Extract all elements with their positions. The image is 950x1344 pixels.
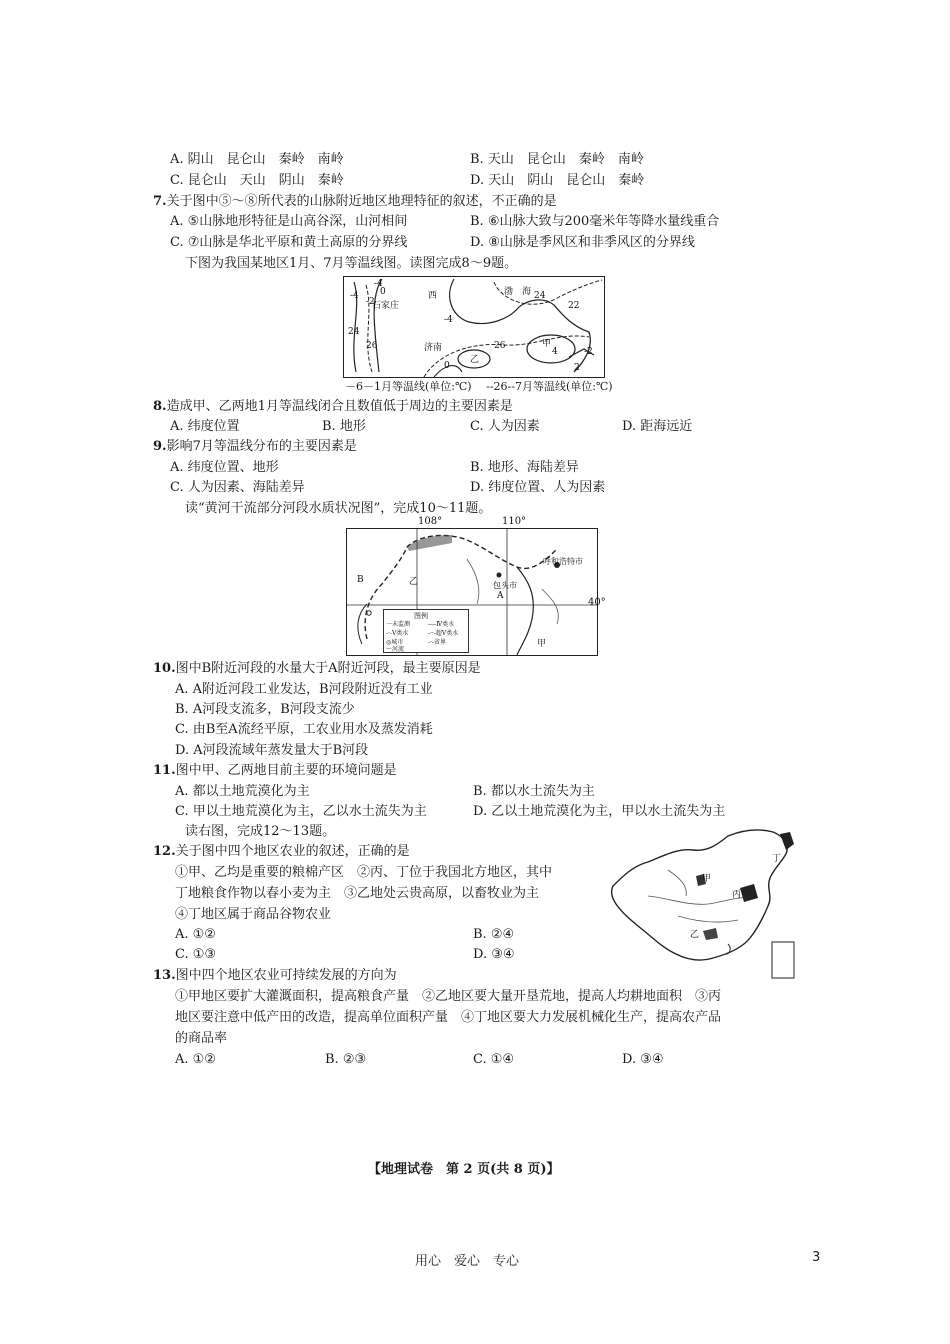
map1-label-12: 26: [366, 341, 378, 351]
q12-option-b: B. ②④: [473, 927, 515, 942]
q12-statement-2: 丁地粮食作物以春小麦为主 ③乙地处云贵高原，以畜牧业为主: [175, 886, 540, 901]
map1-label-10: 22: [568, 301, 580, 311]
map2-label-jia: 甲: [537, 639, 547, 649]
intro-10-11: 读“黄河干流部分河段水质状况图”，完成10～11题。: [185, 501, 492, 516]
isotherm-map: [343, 276, 605, 378]
q13-option-d: D. ③④: [622, 1052, 664, 1067]
q6-option-a: A. 阴山 昆仑山 秦岭 南岭: [170, 152, 344, 167]
map2-lon-110: 110°: [502, 516, 527, 527]
q11-option-a: A. 都以土地荒漠化为主: [175, 784, 310, 799]
map1-label-6: 西: [428, 291, 438, 301]
q12-option-c: C. ①③: [175, 947, 217, 962]
map1-label-2: -4: [350, 291, 359, 301]
map2-legend-item: ----Ⅳ类水: [428, 621, 455, 628]
q7-stem: 7.关于图中⑤～⑧所代表的山脉附近地区地理特征的叙述，不正确的是: [153, 194, 557, 209]
q8-option-d: D. 距海远近: [622, 419, 693, 434]
map2-legend-item: ～河流: [386, 646, 405, 653]
q13-statement-1: ①甲地区要扩大灌溉面积，提高粮食产量 ②乙地区要大量开垦荒地，提高人均耕地面积 ③丙: [175, 989, 722, 1004]
map1-label-19: -4: [444, 315, 453, 325]
map1-label-hai: 海: [522, 287, 532, 297]
map1-label-3: -2: [366, 297, 375, 307]
map1-label-15: 26: [494, 341, 506, 351]
map2-label-b: B: [357, 575, 364, 585]
china-map-label-ding: 丁: [772, 854, 782, 864]
q12-option-d: D. ③④: [473, 947, 515, 962]
q9-option-b: B. 地形、海陆差异: [470, 460, 579, 475]
map1-label-17: 4: [552, 347, 558, 357]
map2-legend: [383, 609, 469, 653]
q9-option-c: C. 人为因素、海陆差异: [170, 480, 305, 495]
china-map-outline: [608, 826, 803, 982]
map1-label-city-jinan: 济南: [424, 343, 443, 353]
q8-stem: 8.造成甲、乙两地1月等温线闭合且数值低于周边的主要因素是: [153, 399, 513, 414]
q7-option-d: D. ⑧山脉是季风区和非季风区的分界线: [470, 235, 695, 250]
q8-option-b: B. 地形: [322, 419, 366, 434]
map1-label-1: -4: [374, 279, 383, 289]
q9-stem: 9.影响7月等温线分布的主要因素是: [153, 439, 357, 454]
map1-label-4: 0: [380, 287, 386, 297]
q11-stem: 11.图中甲、乙两地目前主要的环境问题是: [153, 763, 397, 778]
q9-option-a: A. 纬度位置、地形: [170, 460, 279, 475]
map2-label-a: A: [497, 591, 504, 601]
map2-label-baotou: 包头市: [493, 581, 517, 590]
q8-option-a: A. 纬度位置: [170, 419, 240, 434]
q8-option-c: C. 人为因素: [470, 419, 540, 434]
map2-lon-108: 108°: [418, 516, 443, 527]
q10-option-b: B. A河段支流多，B河段支流少: [175, 702, 355, 717]
q12-statement-3: ④丁地区属于商品谷物农业: [175, 907, 332, 922]
intro-12-13: 读右图，完成12～13题。: [185, 824, 336, 839]
map2-legend-title: 图例: [414, 612, 428, 620]
q6-option-b: B. 天山 昆仑山 秦岭 南岭: [470, 152, 644, 167]
map1-label-18: -2: [584, 347, 593, 357]
q7-option-b: B. ⑥山脉大致与200毫米年等降水量线重合: [470, 214, 720, 229]
map1-label-jia: 甲: [542, 339, 552, 349]
china-map-label-yi: 乙: [690, 930, 700, 940]
q11-option-d: D. 乙以土地荒漠化为主，甲以水土流失为主: [473, 804, 726, 819]
china-map: [608, 826, 803, 982]
map2-lat-40: 40°: [588, 597, 606, 608]
q12-option-a: A. ①②: [175, 927, 216, 942]
intro-8-9: 下图为我国某地区1月、7月等温线图。读图完成8～9题。: [185, 256, 518, 271]
q7-option-c: C. ⑦山脉是华北平原和黄土高原的分界线: [170, 235, 408, 250]
map1-label-bo: 渤: [504, 287, 514, 297]
q13-stem: 13.图中四个地区农业可持续发展的方向为: [153, 968, 397, 983]
map2-legend-item: ◎城市: [386, 639, 404, 646]
map2-legend-item: -·-Ⅴ类水: [386, 630, 409, 637]
map2-legend-item: -··-超Ⅴ类水: [428, 630, 459, 637]
bottom-slogan: 用心 爱心 专心: [415, 1254, 520, 1269]
isotherm-map-legend: －6－1月等温线(单位:℃) --26--7月等温线(单位:℃): [345, 380, 613, 393]
china-map-label-jia: 甲: [702, 874, 712, 884]
map2-label-huhehaote: 呼和浩特市: [543, 557, 583, 566]
q11-option-b: B. 都以水土流失为主: [473, 784, 595, 799]
map1-label-city-shijiazhuang: 石家庄: [372, 301, 400, 311]
map2-legend-item: 一未监测: [386, 621, 411, 628]
q12-stem: 12.关于图中四个地区农业的叙述，正确的是: [153, 844, 410, 859]
q10-stem: 10.图中B附近河段的水量大于A附近河段，最主要原因是: [153, 661, 481, 676]
q6-option-d: D. 天山 阴山 昆仑山 秦岭: [470, 173, 645, 188]
yellow-river-map: [346, 528, 598, 656]
q10-option-c: C. 由B至A流经平原，工农业用水及蒸发消耗: [175, 722, 433, 737]
map2-label-yi: 乙: [409, 577, 419, 587]
q11-option-c: C. 甲以土地荒漠化为主，乙以水土流失为主: [175, 804, 427, 819]
q12-statement-1: ①甲、乙均是重要的粮棉产区 ②丙、丁位于我国北方地区，其中: [175, 865, 553, 880]
map1-label-yi: 乙: [470, 355, 480, 365]
q13-statement-2: 地区要注意中低产田的改造，提高单位面积产量 ④丁地区要大力发展机械化生产，提高农产品: [175, 1010, 722, 1025]
page-number: 3: [812, 1250, 821, 1265]
q7-option-a: A. ⑤山脉地形特征是山高谷深，山河相间: [170, 214, 408, 229]
q13-option-c: C. ①④: [473, 1052, 515, 1067]
map1-label-21: 2: [574, 363, 580, 373]
q13-option-a: A. ①②: [175, 1052, 216, 1067]
map1-label-20: 0: [444, 361, 450, 371]
china-map-label-bing: 丙: [732, 890, 742, 900]
map1-label-11: 24: [348, 327, 360, 337]
q9-option-d: D. 纬度位置、人为因素: [470, 480, 606, 495]
q10-option-a: A. A附近河段工业发达，B河段附近没有工业: [175, 682, 433, 697]
q13-statement-3: 的商品率: [175, 1031, 228, 1046]
page-footer: 【地理试卷 第 2 页(共 8 页)】: [368, 1162, 560, 1177]
map2-legend-item: -·-省界: [428, 639, 446, 646]
q10-option-d: D. A河段流域年蒸发量大于B河段: [175, 743, 369, 758]
q13-option-b: B. ②③: [325, 1052, 367, 1067]
q6-option-c: C. 昆仑山 天山 阴山 秦岭: [170, 173, 344, 188]
map1-label-9: 24: [534, 291, 546, 301]
